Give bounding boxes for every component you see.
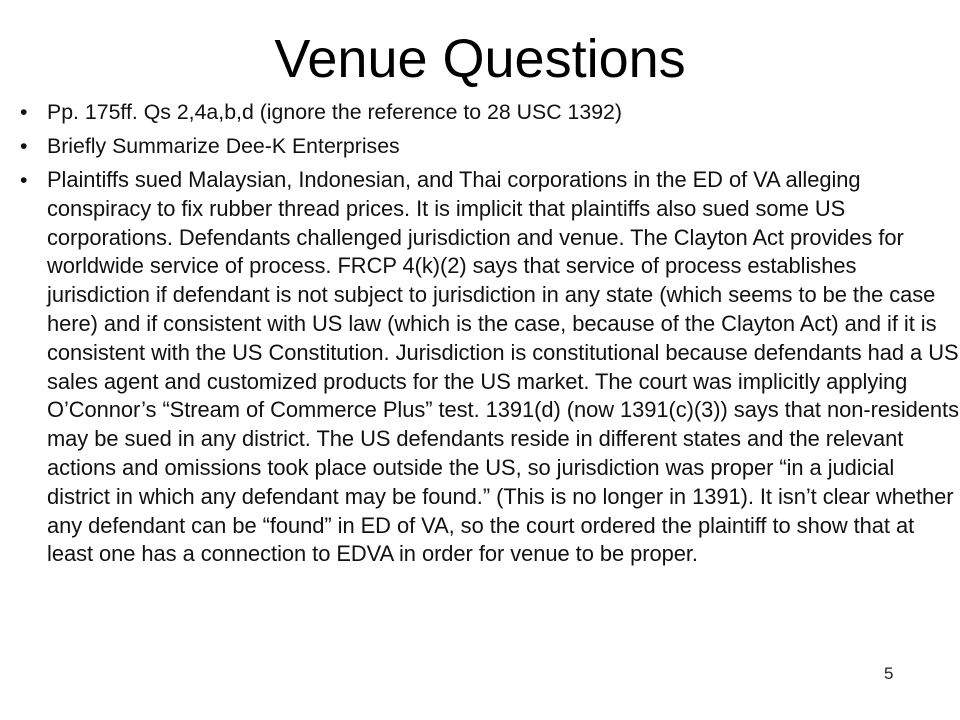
bullet-marker: • xyxy=(20,168,28,192)
bullet-text: Pp. 175ff. Qs 2,4a,b,d (ignore the reference to 28 USC 1392) xyxy=(47,100,622,124)
bullet-list xyxy=(20,98,960,569)
bullet-marker: • xyxy=(20,134,28,158)
bullet-item xyxy=(20,132,960,161)
bullet-item xyxy=(20,98,960,127)
slide-number: 5 xyxy=(884,664,894,683)
bullet-text: Briefly Summarize Dee-K Enterprises xyxy=(47,134,400,158)
slide-title: Venue Questions xyxy=(274,29,686,89)
bullet-marker: • xyxy=(20,100,28,124)
bullet-item xyxy=(20,166,960,569)
bullet-text: Plaintiffs sued Malaysian, Indonesian, and Thai corporations in the ED of VA alleging conspiracy to fix rubber thread prices. It is implicit that plaintiffs also sued some US corporations. Defendants challenged jurisdiction and venue. The Clayton Act provides for worldwide service of process. FRCP 4(k)(2) says that service of process establishes jurisdiction if defendant is not subject to jurisdiction in any state (which seems to be the case here) and if consistent with US law (which is the case, because of the Clayton Act) and if it is consistent with the US Constitution. Jurisdiction is constitutional because defendants had a US sales agent and customized products for the US market. The court was implicitly applying O’Connor’s “Stream of Commerce Plus” test. 1391(d) (now 1391(c)(3)) says that non-residents may be sued in any district. The US defendants reside in different states and the relevant actions and omissions took place outside the US, so jurisdiction was proper “in a judicial district in which any defendant may be found.” (This is no longer in 1391). It isn’t clear whether any defendant can be “found” in ED of VA, so the court ordered the plaintiff to show that at least one has a connection to EDVA in order for venue to be proper. xyxy=(47,167,959,567)
